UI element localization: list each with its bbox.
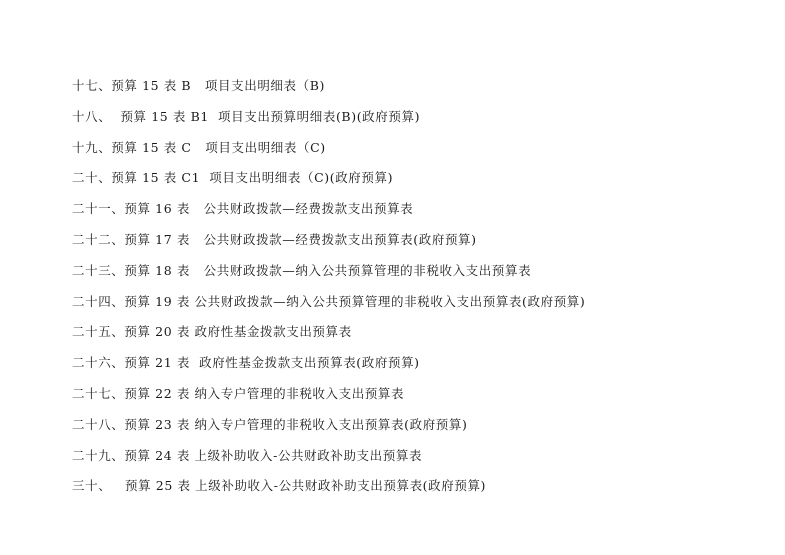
toc-item: 二十八、预算 23 表 纳入专户管理的非税收入支出预算表(政府预算) xyxy=(72,416,468,432)
toc-item: 三十、 预算 25 表 上级补助收入-公共财政补助支出预算表(政府预算) xyxy=(72,478,487,494)
toc-item: 十九、预算 15 表 C 项目支出明细表（C) xyxy=(72,139,326,155)
toc-item: 二十五、预算 20 表 政府性基金拨款支出预算表 xyxy=(72,324,352,340)
toc-item: 二十二、预算 17 表 公共财政拨款—经费拨款支出预算表(政府预算) xyxy=(72,231,477,247)
toc-item: 二十九、预算 24 表 上级补助收入-公共财政补助支出预算表 xyxy=(72,447,423,463)
toc-item: 二十六、预算 21 表 政府性基金拨款支出预算表(政府预算) xyxy=(72,355,420,371)
toc-list xyxy=(72,74,585,505)
toc-item: 二十一、预算 16 表 公共财政拨款—经费拨款支出预算表 xyxy=(72,201,414,217)
toc-item: 二十、预算 15 表 C1 项目支出明细表（C)(政府预算) xyxy=(72,170,394,186)
toc-item: 二十七、预算 22 表 纳入专户管理的非税收入支出预算表 xyxy=(72,385,405,401)
toc-item: 十七、预算 15 表 B 项目支出明细表（B) xyxy=(72,78,325,93)
toc-item: 二十三、预算 18 表 公共财政拨款—纳入公共预算管理的非税收入支出预算表 xyxy=(72,262,532,278)
toc-item: 十八、 预算 15 表 B1 项目支出预算明细表(B)(政府预算) xyxy=(72,108,421,124)
toc-item: 二十四、预算 19 表 公共财政拨款—纳入公共预算管理的非税收入支出预算表(政府预算) xyxy=(72,293,586,309)
